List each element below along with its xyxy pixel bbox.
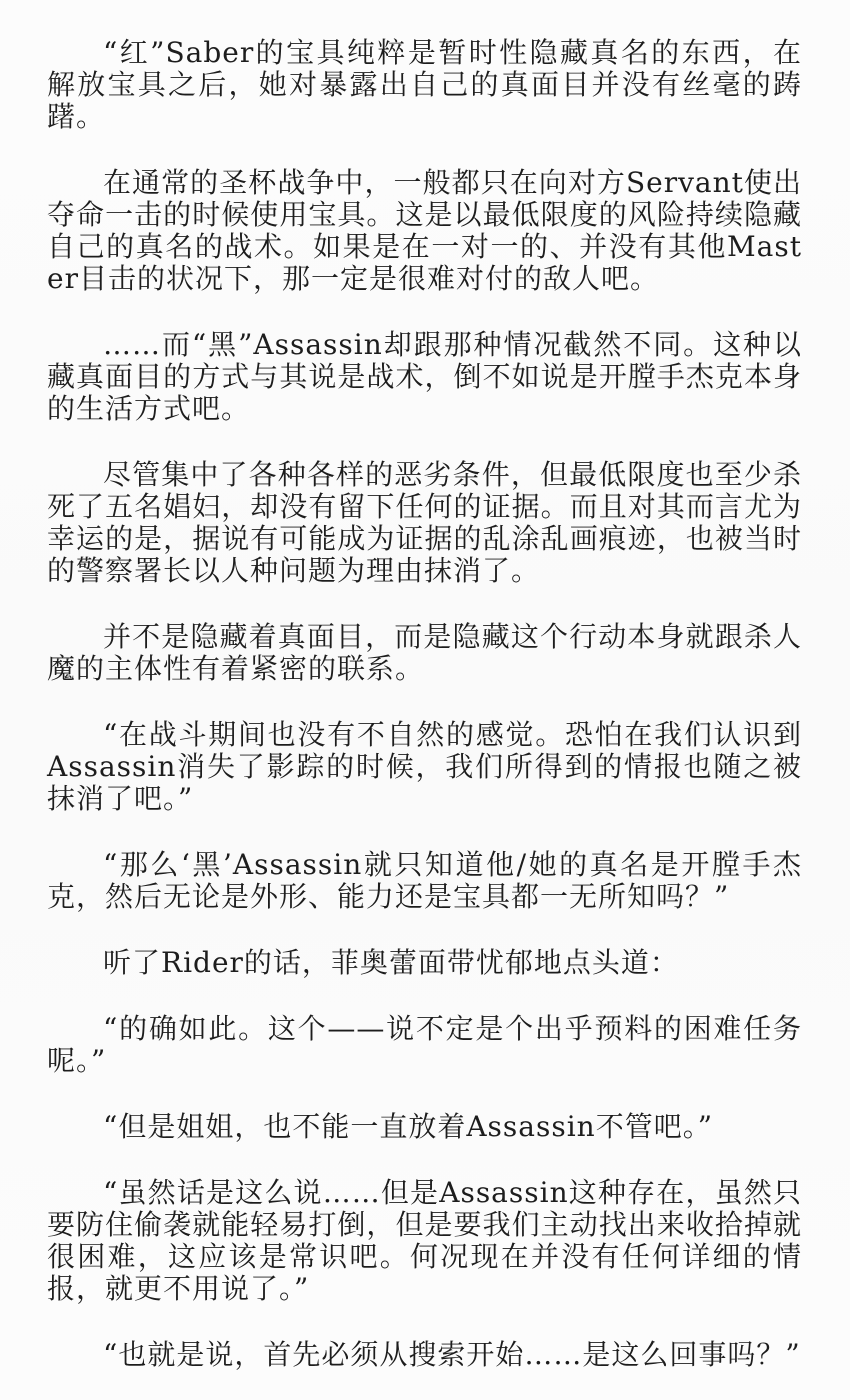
paragraph: 听了Rider的话，菲奥蕾面带忧郁地点头道： [103,946,679,979]
paragraph: “也就是说，首先必须从搜索开始……是这么回事吗？” [103,1338,801,1371]
paragraph: “虽然话是这么说……但是Assassin这种存在，虽然只要防住偷袭就能轻易打倒，但是要我们主动找出来收拾掉就很困难，这应该是常识吧。何况现在并没有任何详细的情报，就更不用说了。” [47,1176,802,1305]
paragraph: 在通常的圣杯战争中，一般都只在向对方Servant使出夺命一击的时候使用宝具。这是以最低限度的风险持续隐藏自己的真名的战术。如果是在一对一的、并没有其他Master目击的状况下，那一定是很难对付的敌人吧。 [47,166,802,295]
paragraph: 尽管集中了各种各样的恶劣条件，但最低限度也至少杀死了五名娼妇，却没有留下任何的证据。而且对其而言尤为幸运的是，据说有可能成为证据的乱涂乱画痕迹，也被当时的警察署长以人种问题为理由抹消了。 [47,458,802,587]
paragraph: 并不是隐藏着真面目，而是隐藏这个行动本身就跟杀人魔的主体性有着紧密的联系。 [47,620,802,685]
paragraph: “的确如此。这个——说不定是个出乎预料的困难任务呢。” [47,1012,802,1077]
paragraph: “红”Saber的宝具纯粹是暂时性隐藏真名的东西，在解放宝具之后，她对暴露出自己的真面目并没有丝毫的踌躇。 [47,36,802,133]
paragraph: “在战斗期间也没有不自然的感觉。恐怕在我们认识到Assassin消失了影踪的时候，我们所得到的情报也随之被抹消了吧。” [47,718,802,815]
paragraph: “那么‘黑’Assassin就只知道他/她的真名是开膛手杰克，然后无论是外形、能力还是宝具都一无所知吗？” [47,848,802,913]
paragraph: “但是姐姐，也不能一直放着Assassin不管吧。” [103,1110,714,1143]
paragraph: ……而“黑”Assassin却跟那种情况截然不同。这种以藏真面目的方式与其说是战术，倒不如说是开膛手杰克本身的生活方式吧。 [47,328,802,425]
